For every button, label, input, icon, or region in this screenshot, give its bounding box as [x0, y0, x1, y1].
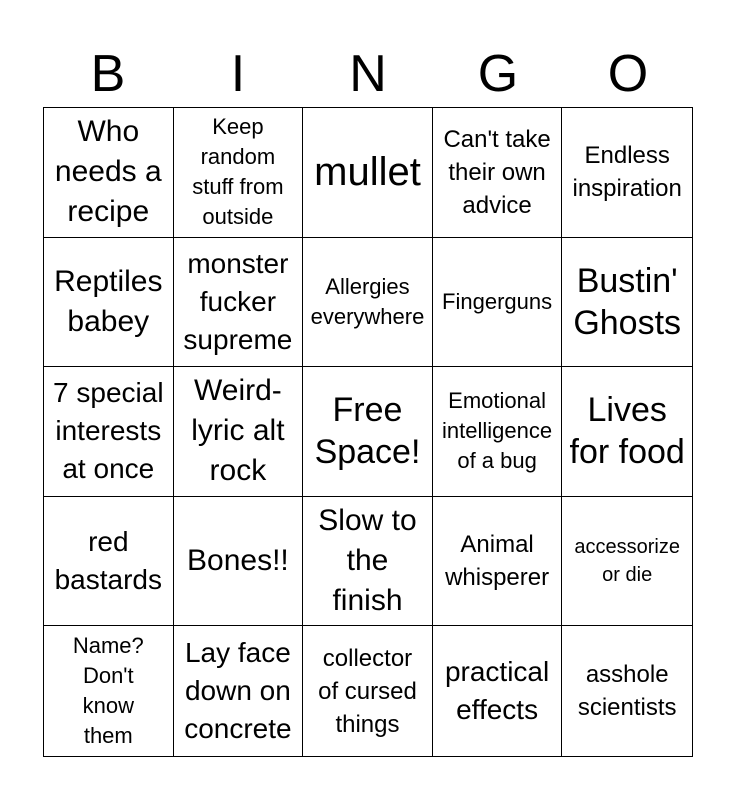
bingo-card [43, 107, 693, 757]
bingo-cell[interactable] [174, 497, 304, 627]
bingo-cell[interactable] [562, 497, 692, 627]
cell-text: Lives for food [569, 391, 685, 472]
cell-text: Emotional intelligence of a bug [442, 388, 553, 474]
cell-text: Keep random stuff from outside [192, 114, 284, 230]
bingo-cell[interactable] [44, 367, 174, 497]
cell-text: Fingerguns [442, 288, 553, 314]
cell-text: Endless inspiration [572, 142, 682, 203]
cell-text: practical effects [444, 656, 550, 726]
bingo-cell[interactable] [433, 626, 563, 756]
bingo-cell[interactable] [174, 367, 304, 497]
cell-text: Lay face down on concrete [184, 637, 292, 745]
bingo-cell[interactable] [433, 497, 563, 627]
cell-text: Weird- lyric alt rock [191, 374, 285, 488]
bingo-cell[interactable] [303, 108, 433, 238]
bingo-cell[interactable] [303, 626, 433, 756]
header-letter-g: G [477, 45, 519, 103]
cell-text: 7 special interests at once [53, 377, 164, 485]
bingo-cell[interactable] [562, 238, 692, 368]
bingo-cell[interactable] [174, 108, 304, 238]
cell-text: Free Space! [314, 391, 421, 472]
cell-text: mullet [314, 150, 421, 195]
cell-text: collector of cursed things [318, 644, 417, 738]
cell-text: Reptiles babey [54, 264, 163, 338]
bingo-cell[interactable] [562, 626, 692, 756]
bingo-cell[interactable] [433, 367, 563, 497]
bingo-cell[interactable] [44, 497, 174, 627]
cell-text: Animal whisperer [445, 531, 550, 592]
bingo-cell[interactable] [44, 626, 174, 756]
bingo-cell[interactable] [433, 238, 563, 368]
cell-text: Name? Don't know them [72, 633, 144, 749]
cell-text: monster fucker supreme [183, 247, 293, 355]
cell-text: asshole scientists [577, 661, 677, 722]
bingo-cell[interactable] [174, 238, 304, 368]
cell-text: Allergies everywhere [310, 273, 425, 329]
cell-text: Bustin' Ghosts [573, 261, 682, 342]
bingo-cell[interactable] [433, 108, 563, 238]
header-letter-n: N [349, 45, 387, 103]
bingo-header [43, 40, 693, 108]
cell-text: Bones!! [187, 544, 289, 578]
header-letter-b: B [90, 45, 126, 103]
cell-text: Who needs a recipe [54, 115, 162, 229]
cell-text: accessorize or die [574, 536, 680, 587]
bingo-cell[interactable] [562, 108, 692, 238]
bingo-cell[interactable] [44, 238, 174, 368]
header-letter-o: O [607, 45, 649, 103]
bingo-cell[interactable] [303, 238, 433, 368]
cell-text: red bastards [54, 526, 162, 596]
cell-text: Can't take their own advice [443, 125, 551, 219]
bingo-cell[interactable] [44, 108, 174, 238]
cell-text: Slow to the finish [318, 504, 417, 618]
bingo-cell[interactable] [303, 497, 433, 627]
header-letter-i: I [230, 45, 246, 103]
free-space-cell[interactable] [303, 367, 433, 497]
bingo-cell[interactable] [174, 626, 304, 756]
bingo-cell[interactable] [562, 367, 692, 497]
